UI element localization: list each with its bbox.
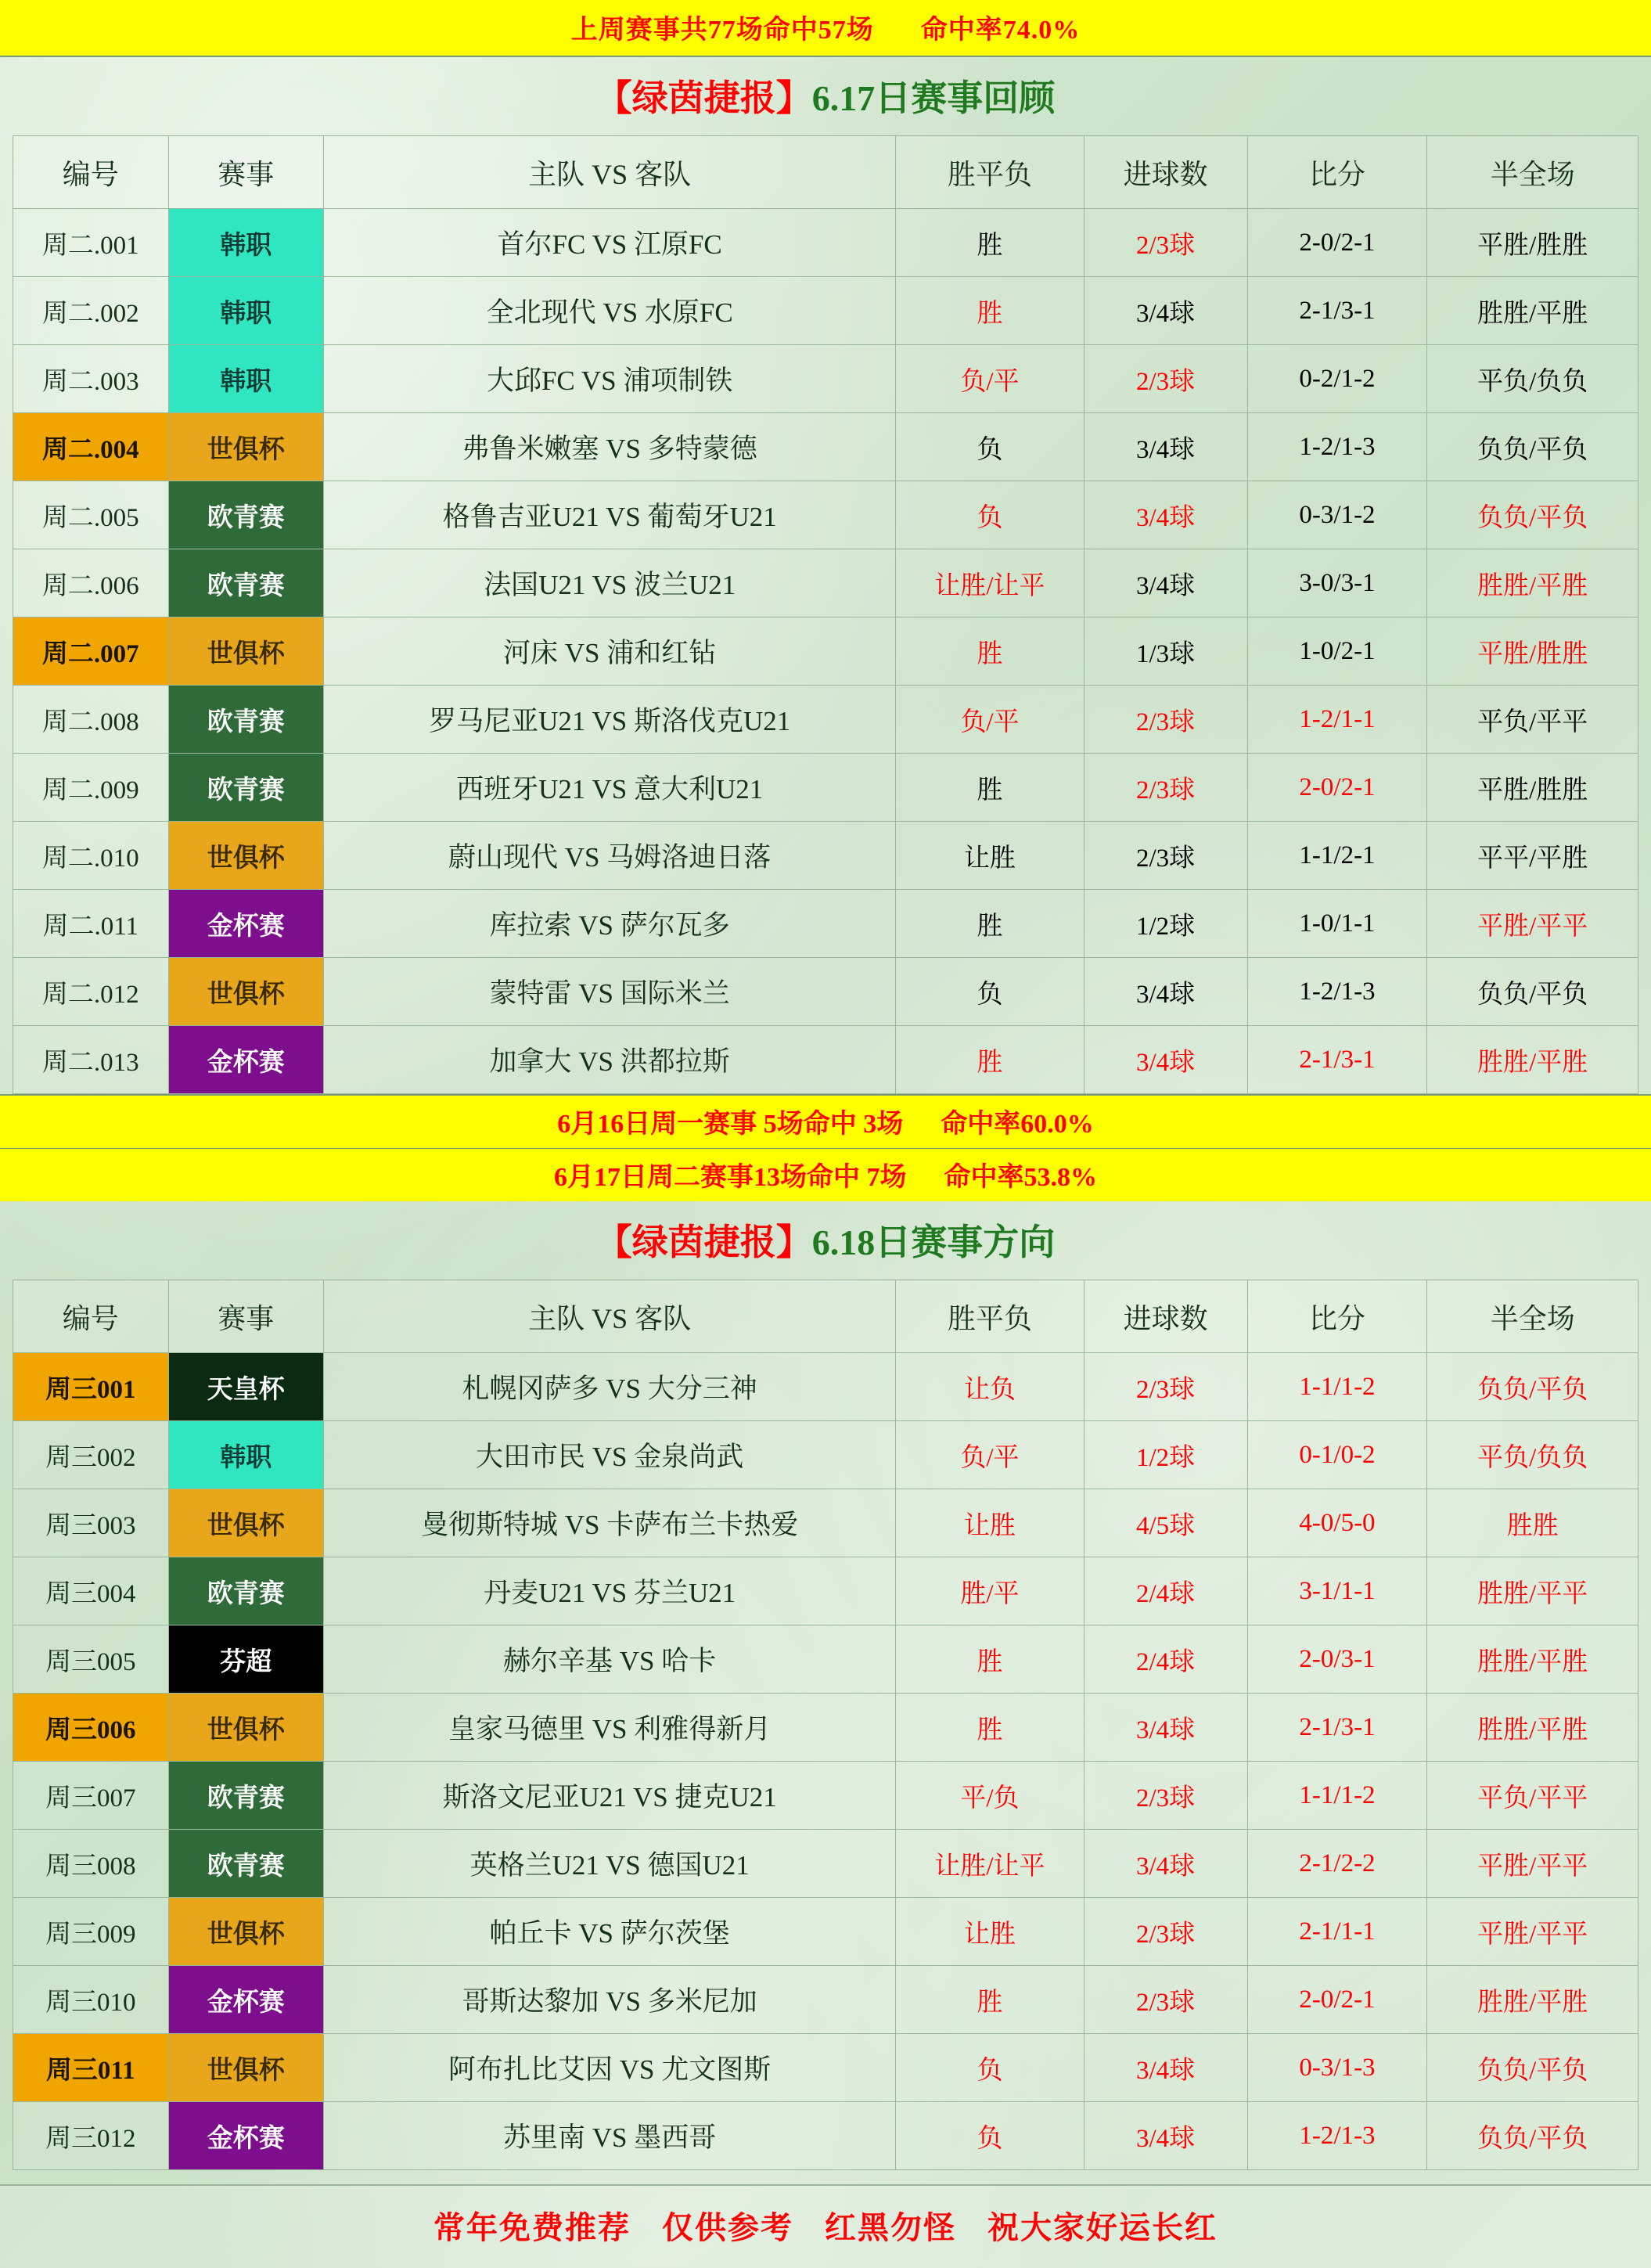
row-id: 周二.003 xyxy=(13,345,169,413)
section1-title xyxy=(0,57,1651,135)
row-result: 胜 xyxy=(896,277,1084,345)
row-halftime: 平胜/平平 xyxy=(1427,1898,1638,1966)
section1-title-main: 6.17日赛事回顾 xyxy=(811,78,1056,118)
row-score: 0-3/1-3 xyxy=(1247,2034,1427,2102)
row-league-tag: 世俱杯 xyxy=(168,1898,324,1966)
row-league-tag: 金杯赛 xyxy=(168,1966,324,2034)
row-score: 3-1/1-1 xyxy=(1247,1557,1427,1625)
table-row xyxy=(13,1353,1638,1421)
row-score: 4-0/5-0 xyxy=(1247,1489,1427,1557)
row-result: 胜 xyxy=(896,617,1084,686)
table-row xyxy=(13,413,1638,481)
row-id: 周二.002 xyxy=(13,277,169,345)
row-goals: 2/3球 xyxy=(1084,754,1247,822)
row-match: 库拉索 VS 萨尔瓦多 xyxy=(324,890,896,958)
row-league-tag: 世俱杯 xyxy=(168,2034,324,2102)
header-match: 主队 VS 客队 xyxy=(324,1280,896,1353)
row-match: 法国U21 VS 波兰U21 xyxy=(324,549,896,617)
row-match: 大田市民 VS 金泉尚武 xyxy=(324,1421,896,1489)
row-match: 赫尔辛基 VS 哈卡 xyxy=(324,1625,896,1694)
row-score: 1-0/2-1 xyxy=(1247,617,1427,686)
row-halftime: 平胜/平平 xyxy=(1427,1830,1638,1898)
row-goals: 2/3球 xyxy=(1084,1762,1247,1830)
section2-title-main: 6.18日赛事方向 xyxy=(811,1222,1056,1262)
row-result: 让胜/让平 xyxy=(896,1830,1084,1898)
row-score: 0-3/1-2 xyxy=(1247,481,1427,549)
row-halftime: 胜胜/平胜 xyxy=(1427,1694,1638,1762)
row-halftime: 胜胜/平胜 xyxy=(1427,1625,1638,1694)
row-goals: 1/3球 xyxy=(1084,617,1247,686)
row-goals: 2/3球 xyxy=(1084,822,1247,890)
table-row xyxy=(13,277,1638,345)
row-id: 周二.009 xyxy=(13,754,169,822)
section1-title-prefix: 【绿茵捷报】 xyxy=(595,78,812,118)
row-id: 周三001 xyxy=(13,1353,169,1421)
row-match: 哥斯达黎加 VS 多米尼加 xyxy=(324,1966,896,2034)
footer-part-4: 祝大家好运长红 xyxy=(987,2210,1218,2245)
header-score: 比分 xyxy=(1247,136,1427,209)
table-row xyxy=(13,617,1638,686)
row-league-tag: 欧青赛 xyxy=(168,686,324,754)
row-league-tag: 芬超 xyxy=(168,1625,324,1694)
row-result: 负 xyxy=(896,958,1084,1026)
row-league-tag: 世俱杯 xyxy=(168,413,324,481)
row-league-tag: 欧青赛 xyxy=(168,1830,324,1898)
summary-tuesday-right: 命中率53.8% xyxy=(944,1163,1097,1192)
table-row xyxy=(13,958,1638,1026)
row-goals: 2/3球 xyxy=(1084,1966,1247,2034)
row-goals: 1/2球 xyxy=(1084,1421,1247,1489)
row-score: 3-0/3-1 xyxy=(1247,549,1427,617)
row-goals: 3/4球 xyxy=(1084,549,1247,617)
row-id: 周二.007 xyxy=(13,617,169,686)
row-score: 2-0/3-1 xyxy=(1247,1625,1427,1694)
row-score: 1-1/1-2 xyxy=(1247,1762,1427,1830)
row-id: 周二.010 xyxy=(13,822,169,890)
table-row xyxy=(13,1026,1638,1094)
table-row xyxy=(13,890,1638,958)
row-score: 2-1/2-2 xyxy=(1247,1830,1427,1898)
table-row xyxy=(13,1694,1638,1762)
row-score: 1-2/1-3 xyxy=(1247,958,1427,1026)
row-goals: 3/4球 xyxy=(1084,1026,1247,1094)
row-match: 蔚山现代 VS 马姆洛迪日落 xyxy=(324,822,896,890)
row-goals: 2/4球 xyxy=(1084,1557,1247,1625)
row-halftime: 负负/平负 xyxy=(1427,2102,1638,2170)
row-score: 1-2/1-3 xyxy=(1247,2102,1427,2170)
row-id: 周三004 xyxy=(13,1557,169,1625)
row-id: 周二.004 xyxy=(13,413,169,481)
row-league-tag: 欧青赛 xyxy=(168,1557,324,1625)
summary-monday-left: 6月16日周一赛事 5场命中 3场 xyxy=(557,1110,904,1139)
row-id: 周二.011 xyxy=(13,890,169,958)
table-row xyxy=(13,1421,1638,1489)
row-match: 阿布扎比艾因 VS 尤文图斯 xyxy=(324,2034,896,2102)
table-row xyxy=(13,345,1638,413)
row-league-tag: 世俱杯 xyxy=(168,822,324,890)
row-result: 负 xyxy=(896,481,1084,549)
row-result: 负 xyxy=(896,2034,1084,2102)
row-id: 周三006 xyxy=(13,1694,169,1762)
row-match: 西班牙U21 VS 意大利U21 xyxy=(324,754,896,822)
row-id: 周三010 xyxy=(13,1966,169,2034)
row-result: 让负 xyxy=(896,1353,1084,1421)
row-goals: 2/4球 xyxy=(1084,1625,1247,1694)
row-league-tag: 金杯赛 xyxy=(168,2102,324,2170)
row-league-tag: 韩职 xyxy=(168,1421,324,1489)
header-halftime: 半全场 xyxy=(1427,1280,1638,1353)
table-row xyxy=(13,1830,1638,1898)
row-halftime: 平负/平平 xyxy=(1427,686,1638,754)
row-league-tag: 世俱杯 xyxy=(168,1694,324,1762)
row-score: 2-1/1-1 xyxy=(1247,1898,1427,1966)
row-result: 胜 xyxy=(896,754,1084,822)
section2-table xyxy=(13,1280,1638,2170)
row-id: 周二.013 xyxy=(13,1026,169,1094)
row-halftime: 负负/平负 xyxy=(1427,2034,1638,2102)
row-id: 周三005 xyxy=(13,1625,169,1694)
row-result: 胜 xyxy=(896,1625,1084,1694)
row-halftime: 平负/平平 xyxy=(1427,1762,1638,1830)
row-id: 周三011 xyxy=(13,2034,169,2102)
row-goals: 3/4球 xyxy=(1084,1694,1247,1762)
row-halftime: 胜胜 xyxy=(1427,1489,1638,1557)
table-row xyxy=(13,822,1638,890)
table-row xyxy=(13,2034,1638,2102)
row-score: 1-1/1-2 xyxy=(1247,1353,1427,1421)
row-goals: 3/4球 xyxy=(1084,277,1247,345)
row-goals: 2/3球 xyxy=(1084,686,1247,754)
row-goals: 2/3球 xyxy=(1084,1898,1247,1966)
row-halftime: 胜胜/平胜 xyxy=(1427,549,1638,617)
table-row xyxy=(13,549,1638,617)
row-id: 周三008 xyxy=(13,1830,169,1898)
table-row xyxy=(13,1762,1638,1830)
row-league-tag: 韩职 xyxy=(168,345,324,413)
header-id: 编号 xyxy=(13,136,169,209)
summary-monday-right: 命中率60.0% xyxy=(941,1110,1094,1139)
row-score: 2-1/3-1 xyxy=(1247,1026,1427,1094)
header-result: 胜平负 xyxy=(896,1280,1084,1353)
summary-tuesday-left: 6月17日周二赛事13场命中 7场 xyxy=(554,1163,907,1192)
row-match: 丹麦U21 VS 芬兰U21 xyxy=(324,1557,896,1625)
footer-part-1: 常年免费推荐 xyxy=(433,2210,631,2245)
section1-table xyxy=(13,135,1638,1094)
table-row xyxy=(13,209,1638,277)
row-goals: 2/3球 xyxy=(1084,345,1247,413)
table-row xyxy=(13,1966,1638,2034)
section1-summary-tuesday xyxy=(0,1148,1651,1201)
row-halftime: 胜胜/平胜 xyxy=(1427,277,1638,345)
row-halftime: 平胜/平平 xyxy=(1427,890,1638,958)
row-score: 2-1/3-1 xyxy=(1247,1694,1427,1762)
row-halftime: 负负/平负 xyxy=(1427,481,1638,549)
row-score: 0-1/0-2 xyxy=(1247,1421,1427,1489)
row-halftime: 平胜/胜胜 xyxy=(1427,754,1638,822)
row-goals: 3/4球 xyxy=(1084,958,1247,1026)
row-league-tag: 天皇杯 xyxy=(168,1353,324,1421)
row-league-tag: 世俱杯 xyxy=(168,958,324,1026)
row-goals: 3/4球 xyxy=(1084,2102,1247,2170)
row-match: 弗鲁米嫩塞 VS 多特蒙德 xyxy=(324,413,896,481)
header-halftime: 半全场 xyxy=(1427,136,1638,209)
row-halftime: 胜胜/平胜 xyxy=(1427,1966,1638,2034)
row-halftime: 胜胜/平胜 xyxy=(1427,1026,1638,1094)
row-match: 帕丘卡 VS 萨尔茨堡 xyxy=(324,1898,896,1966)
row-halftime: 负负/平负 xyxy=(1427,958,1638,1026)
header-goals: 进球数 xyxy=(1084,1280,1247,1353)
row-id: 周三009 xyxy=(13,1898,169,1966)
header-score: 比分 xyxy=(1247,1280,1427,1353)
table-row xyxy=(13,754,1638,822)
header-match: 主队 VS 客队 xyxy=(324,136,896,209)
top-summary-banner xyxy=(0,0,1651,57)
section2-title xyxy=(0,1201,1651,1280)
row-match: 斯洛文尼亚U21 VS 捷克U21 xyxy=(324,1762,896,1830)
row-result: 胜 xyxy=(896,890,1084,958)
row-match: 英格兰U21 VS 德国U21 xyxy=(324,1830,896,1898)
row-halftime: 平胜/胜胜 xyxy=(1427,209,1638,277)
row-result: 胜 xyxy=(896,1026,1084,1094)
row-match: 札幌冈萨多 VS 大分三神 xyxy=(324,1353,896,1421)
row-league-tag: 金杯赛 xyxy=(168,1026,324,1094)
row-score: 2-1/3-1 xyxy=(1247,277,1427,345)
row-result: 负 xyxy=(896,2102,1084,2170)
row-score: 1-2/1-1 xyxy=(1247,686,1427,754)
row-halftime: 平平/平胜 xyxy=(1427,822,1638,890)
table-row xyxy=(13,1898,1638,1966)
table-row xyxy=(13,1625,1638,1694)
row-match: 苏里南 VS 墨西哥 xyxy=(324,2102,896,2170)
row-result: 让胜 xyxy=(896,1489,1084,1557)
row-match: 罗马尼亚U21 VS 斯洛伐克U21 xyxy=(324,686,896,754)
row-result: 负/平 xyxy=(896,1421,1084,1489)
row-league-tag: 世俱杯 xyxy=(168,1489,324,1557)
row-goals: 3/4球 xyxy=(1084,2034,1247,2102)
section1-header-row xyxy=(13,136,1638,209)
row-league-tag: 世俱杯 xyxy=(168,617,324,686)
row-id: 周二.005 xyxy=(13,481,169,549)
row-id: 周二.012 xyxy=(13,958,169,1026)
row-result: 负/平 xyxy=(896,686,1084,754)
section2-header-row xyxy=(13,1280,1638,1353)
row-match: 皇家马德里 VS 利雅得新月 xyxy=(324,1694,896,1762)
row-id: 周二.001 xyxy=(13,209,169,277)
row-result: 让胜/让平 xyxy=(896,549,1084,617)
row-id: 周三003 xyxy=(13,1489,169,1557)
row-goals: 3/4球 xyxy=(1084,413,1247,481)
row-result: 胜 xyxy=(896,209,1084,277)
row-score: 1-0/1-1 xyxy=(1247,890,1427,958)
footer-note xyxy=(0,2184,1651,2268)
row-score: 2-0/2-1 xyxy=(1247,209,1427,277)
row-score: 1-2/1-3 xyxy=(1247,413,1427,481)
top-summary-left: 上周赛事共77场命中57场 xyxy=(570,16,874,45)
row-result: 让胜 xyxy=(896,1898,1084,1966)
row-score: 2-0/2-1 xyxy=(1247,1966,1427,2034)
table-row xyxy=(13,1557,1638,1625)
row-goals: 2/3球 xyxy=(1084,1353,1247,1421)
header-id: 编号 xyxy=(13,1280,169,1353)
row-match: 全北现代 VS 水原FC xyxy=(324,277,896,345)
row-league-tag: 金杯赛 xyxy=(168,890,324,958)
row-result: 胜 xyxy=(896,1694,1084,1762)
row-goals: 1/2球 xyxy=(1084,890,1247,958)
row-result: 平/负 xyxy=(896,1762,1084,1830)
row-league-tag: 欧青赛 xyxy=(168,1762,324,1830)
row-league-tag: 韩职 xyxy=(168,209,324,277)
row-result: 胜/平 xyxy=(896,1557,1084,1625)
row-id: 周二.008 xyxy=(13,686,169,754)
row-goals: 2/3球 xyxy=(1084,209,1247,277)
header-goals: 进球数 xyxy=(1084,136,1247,209)
row-goals: 4/5球 xyxy=(1084,1489,1247,1557)
row-id: 周二.006 xyxy=(13,549,169,617)
row-id: 周三007 xyxy=(13,1762,169,1830)
section1-summary-monday xyxy=(0,1094,1651,1148)
row-halftime: 平胜/胜胜 xyxy=(1427,617,1638,686)
footer-part-3: 红黑勿怪 xyxy=(825,2210,956,2245)
row-score: 2-0/2-1 xyxy=(1247,754,1427,822)
row-id: 周三002 xyxy=(13,1421,169,1489)
row-halftime: 负负/平负 xyxy=(1427,413,1638,481)
row-match: 蒙特雷 VS 国际米兰 xyxy=(324,958,896,1026)
header-league: 赛事 xyxy=(168,1280,324,1353)
row-match: 河床 VS 浦和红钻 xyxy=(324,617,896,686)
row-result: 让胜 xyxy=(896,822,1084,890)
row-goals: 3/4球 xyxy=(1084,1830,1247,1898)
row-match: 首尔FC VS 江原FC xyxy=(324,209,896,277)
row-match: 曼彻斯特城 VS 卡萨布兰卡热爱 xyxy=(324,1489,896,1557)
row-match: 大邱FC VS 浦项制铁 xyxy=(324,345,896,413)
table-row xyxy=(13,481,1638,549)
row-league-tag: 欧青赛 xyxy=(168,754,324,822)
row-result: 负/平 xyxy=(896,345,1084,413)
table-row xyxy=(13,2102,1638,2170)
table-row xyxy=(13,686,1638,754)
row-score: 1-1/2-1 xyxy=(1247,822,1427,890)
row-id: 周三012 xyxy=(13,2102,169,2170)
row-result: 负 xyxy=(896,413,1084,481)
header-result: 胜平负 xyxy=(896,136,1084,209)
table-row xyxy=(13,1489,1638,1557)
row-goals: 3/4球 xyxy=(1084,481,1247,549)
row-league-tag: 欧青赛 xyxy=(168,549,324,617)
row-match: 格鲁吉亚U21 VS 葡萄牙U21 xyxy=(324,481,896,549)
row-result: 胜 xyxy=(896,1966,1084,2034)
section2-title-prefix: 【绿茵捷报】 xyxy=(595,1222,812,1262)
header-league: 赛事 xyxy=(168,136,324,209)
row-league-tag: 韩职 xyxy=(168,277,324,345)
row-halftime: 负负/平负 xyxy=(1427,1353,1638,1421)
row-league-tag: 欧青赛 xyxy=(168,481,324,549)
row-match: 加拿大 VS 洪都拉斯 xyxy=(324,1026,896,1094)
row-halftime: 平负/负负 xyxy=(1427,345,1638,413)
row-halftime: 平负/负负 xyxy=(1427,1421,1638,1489)
footer-part-2: 仅供参考 xyxy=(662,2210,793,2245)
row-score: 0-2/1-2 xyxy=(1247,345,1427,413)
row-halftime: 胜胜/平平 xyxy=(1427,1557,1638,1625)
top-summary-right: 命中率74.0% xyxy=(920,16,1081,45)
